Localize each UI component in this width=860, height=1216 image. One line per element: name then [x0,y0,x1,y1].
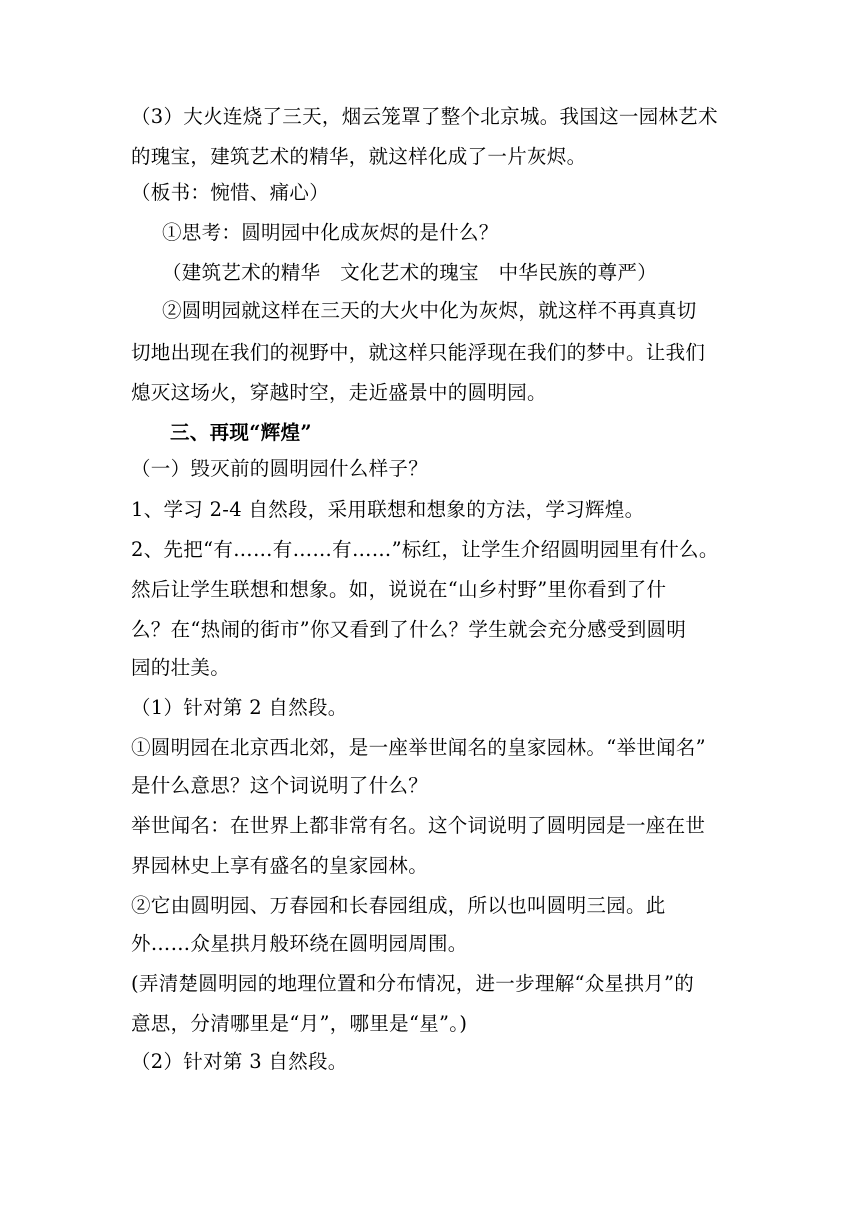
paragraph-line: 的瑰宝，建筑艺术的精华，就这样化成了一片灰烬。 [131,145,587,168]
list-item: 2、先把“有……有……有……”标红，让学生介绍圆明园里有什么。 [131,538,719,561]
list-item: 1、学习 2-4 自然段，采用联想和想象的方法，学习辉煌。 [131,498,645,521]
answer-line: （建筑艺术的精华 文化艺术的瑰宝 中华民族的尊严） [162,261,658,284]
subsection-heading: （1）针对第 2 自然段。 [131,696,348,719]
paragraph-line: (弄清楚圆明园的地理位置和分布情况，进一步理解“众星拱月”的 [131,972,695,995]
paragraph-line: 切地出现在我们的视野中，就这样只能浮现在我们的梦中。让我们 [131,341,706,364]
paragraph-line: 外……众星拱月般环绕在圆明园周围。 [131,932,468,955]
question-line: ①思考：圆明园中化成灰烬的是什么？ [162,221,499,244]
paragraph-line: 界园林史上享有盛名的皇家园林。 [131,854,429,877]
paragraph-line: ②它由圆明园、万春园和长春园组成，所以也叫圆明三园。此 [131,894,666,917]
paragraph-line: ②圆明园就这样在三天的大火中化为灰烬，就这样不再真真切 [162,299,697,322]
paragraph-line: 熄灭这场火，穿越时空，走近盛景中的圆明园。 [131,381,547,404]
section-heading: 三、再现“辉煌” [170,421,312,444]
subsection-heading: （一）毁灭前的圆明园什么样子？ [131,457,429,480]
paragraph-line: 园的壮美。 [131,656,231,679]
paragraph-line: 举世闻名：在世界上都非常有名。这个词说明了圆明园是一座在世 [131,814,706,837]
paragraph-line: 是什么意思？这个词说明了什么？ [131,774,429,797]
paragraph-line: 然后让学生联想和想象。如，说说在“山乡村野”里你看到了什 [131,578,667,601]
board-note: （板书：惋惜、痛心） [131,181,330,204]
subsection-heading: （2）针对第 3 自然段。 [131,1050,348,1073]
paragraph-line: （3）大火连烧了三天，烟云笼罩了整个北京城。我国这一园林艺术 [131,105,718,128]
paragraph-line: ①圆明园在北京西北郊，是一座举世闻名的皇家园林。“举世闻名” [131,736,706,759]
paragraph-line: 意思，分清哪里是“月”，哪里是“星”。) [131,1012,468,1035]
paragraph-line: 么？在“热闹的街市”你又看到了什么？学生就会充分感受到圆明 [131,618,687,641]
